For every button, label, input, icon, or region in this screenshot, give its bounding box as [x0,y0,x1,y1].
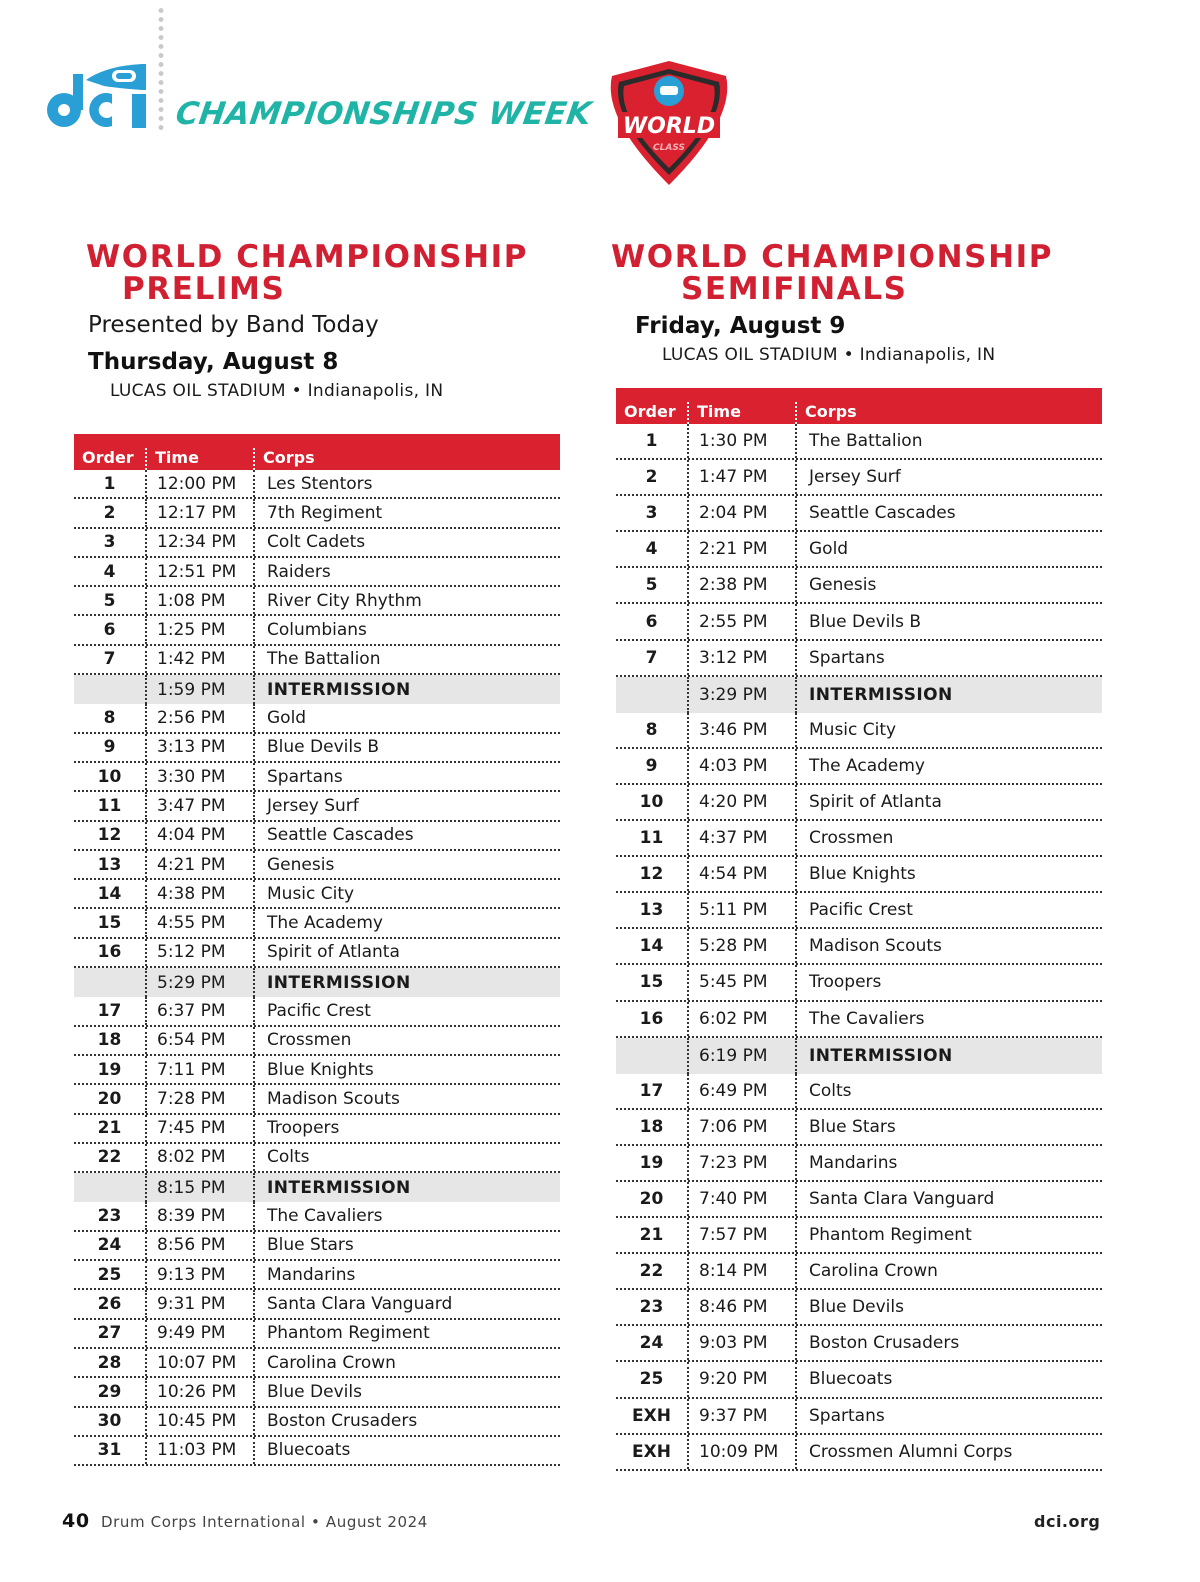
corps-cell: Genesis [809,575,877,596]
table-row [616,1074,1102,1110]
corps-cell: Bluecoats [809,1369,893,1390]
table-row [74,792,560,821]
corps-cell: Gold [267,708,307,729]
table-row [74,1290,560,1319]
table-row [74,997,560,1026]
time-cell: 4:54 PM [689,857,797,891]
table-row [74,529,560,558]
time-cell: 4:04 PM [147,822,255,849]
order-cell: 10 [74,763,147,790]
table-row [74,1261,560,1290]
corps-cell: The Cavaliers [267,1206,383,1227]
header-corps: Corps [805,402,857,421]
time-cell: 8:39 PM [147,1202,255,1229]
time-cell: 9:13 PM [147,1261,255,1288]
table-row [616,929,1102,965]
order-cell: 8 [74,704,147,731]
page-number: 40 [62,1510,90,1532]
order-cell: 21 [74,1115,147,1142]
order-cell: 6 [74,616,147,643]
footer-publication-line [62,1510,428,1532]
order-cell: 31 [74,1437,147,1464]
time-cell: 7:45 PM [147,1115,255,1142]
table-row [74,646,560,675]
dci-logo [46,60,150,134]
order-cell: 25 [616,1362,689,1396]
corps-cell: Les Stentors [267,473,373,494]
table-row [74,734,560,763]
corps-cell: Phantom Regiment [809,1225,972,1246]
prelims-presenter: Presented by Band Today [88,312,379,338]
time-cell: 10:45 PM [147,1408,255,1435]
time-cell: 3:30 PM [147,763,255,790]
corps-cell: INTERMISSION [267,1177,411,1198]
table-row [74,1027,560,1056]
corps-cell: Blue Knights [267,1059,374,1080]
time-cell: 5:45 PM [689,965,797,999]
order-cell: 5 [616,568,689,602]
header-corps: Corps [263,448,315,467]
table-row [616,713,1102,749]
time-cell: 6:19 PM [689,1038,797,1074]
table-row [616,1290,1102,1326]
table-row [616,1002,1102,1038]
corps-cell: INTERMISSION [267,972,411,993]
table-row [616,424,1102,460]
table-row [74,880,560,909]
corps-cell: Jersey Surf [267,795,359,816]
time-cell: 3:29 PM [689,677,797,713]
prelims-date: Thursday, August 8 [88,349,339,375]
time-cell: 8:56 PM [147,1232,255,1259]
corps-cell: River City Rhythm [267,590,422,611]
table-row [616,1399,1102,1435]
time-cell: 5:29 PM [147,968,255,997]
order-cell: 4 [74,558,147,585]
time-cell: 2:56 PM [147,704,255,731]
order-cell: 8 [616,713,689,747]
order-cell: 26 [74,1290,147,1317]
time-cell: 5:12 PM [147,939,255,966]
order-cell: 30 [74,1408,147,1435]
time-cell: 2:38 PM [689,568,797,602]
corps-cell: Santa Clara Vanguard [267,1293,453,1314]
table-row [616,532,1102,568]
time-cell: 10:07 PM [147,1349,255,1376]
time-cell: 1:08 PM [147,587,255,614]
order-cell: 16 [616,1002,689,1036]
table-row [74,616,560,645]
corps-cell: Carolina Crown [267,1352,396,1373]
order-cell [74,675,147,704]
semifinals-date: Friday, August 9 [635,313,846,339]
corps-cell: The Academy [267,913,383,934]
corps-cell: Troopers [809,972,882,993]
corps-cell: The Academy [809,755,925,776]
corps-cell: Crossmen Alumni Corps [809,1441,1013,1462]
table-header [74,434,560,470]
corps-cell: Pacific Crest [809,900,913,921]
corps-cell: Gold [809,539,849,560]
world-class-badge [598,58,740,188]
time-cell: 9:31 PM [147,1290,255,1317]
order-cell: 2 [74,499,147,526]
time-cell: 4:20 PM [689,785,797,819]
order-cell: 15 [616,965,689,999]
table-row [616,460,1102,496]
time-cell: 9:03 PM [689,1326,797,1360]
time-cell: 1:47 PM [689,460,797,494]
badge-main-text: WORLD [622,114,716,139]
order-cell: 15 [74,909,147,936]
corps-cell: Colts [267,1147,310,1168]
table-row [616,496,1102,532]
intermission-row [616,677,1102,713]
table-row [74,1202,560,1231]
corps-cell: Boston Crusaders [809,1333,960,1354]
time-cell: 8:46 PM [689,1290,797,1324]
prelims-schedule-table [74,434,560,1466]
table-row [616,1218,1102,1254]
time-cell: 9:37 PM [689,1399,797,1433]
order-cell: 23 [616,1290,689,1324]
order-cell: 11 [74,792,147,819]
prelims-heading [86,241,528,305]
corps-cell: Boston Crusaders [267,1411,418,1432]
time-cell: 4:21 PM [147,851,255,878]
order-cell: 21 [616,1218,689,1252]
table-row [74,499,560,528]
order-cell: 17 [616,1074,689,1108]
table-row [616,1326,1102,1362]
table-row [616,785,1102,821]
corps-cell: Santa Clara Vanguard [809,1189,995,1210]
table-row [74,909,560,938]
order-cell: 17 [74,997,147,1024]
time-cell: 11:03 PM [147,1437,255,1464]
order-cell [616,1038,689,1074]
table-row [616,1362,1102,1398]
order-cell: EXH [616,1435,689,1469]
order-cell: 1 [616,424,689,458]
intermission-row [74,1173,560,1202]
order-cell: 7 [74,646,147,673]
time-cell: 1:59 PM [147,675,255,704]
corps-cell: Spartans [809,1405,885,1426]
corps-cell: Blue Knights [809,864,916,885]
time-cell: 6:37 PM [147,997,255,1024]
time-cell: 7:11 PM [147,1056,255,1083]
corps-cell: Blue Devils [267,1381,362,1402]
time-cell: 4:55 PM [147,909,255,936]
time-cell: 3:47 PM [147,792,255,819]
order-cell: 23 [74,1202,147,1229]
time-cell: 8:02 PM [147,1144,255,1171]
header-time: Time [689,402,797,424]
corps-cell: Mandarins [809,1152,898,1173]
corps-cell: Madison Scouts [267,1088,400,1109]
corps-cell: Music City [809,719,897,740]
order-cell: 14 [74,880,147,907]
table-row [74,1378,560,1407]
table-row [616,1254,1102,1290]
website-link[interactable]: dci.org [1034,1512,1101,1531]
semifinals-title-line1: WORLD CHAMPIONSHIP [611,239,1054,275]
order-cell: 5 [74,587,147,614]
table-row [616,568,1102,604]
time-cell: 2:21 PM [689,532,797,566]
time-cell: 2:55 PM [689,604,797,638]
semifinals-title-line2: SEMIFINALS [681,271,908,307]
order-cell: 24 [74,1232,147,1259]
table-row [616,821,1102,857]
table-row [74,1320,560,1349]
corps-cell: The Battalion [267,649,381,670]
time-cell: 9:20 PM [689,1362,797,1396]
table-row [74,851,560,880]
corps-cell: Pacific Crest [267,1000,371,1021]
order-cell: 18 [616,1110,689,1144]
table-row [616,641,1102,677]
table-row [616,1146,1102,1182]
prelims-title-line1: WORLD CHAMPIONSHIP [86,239,529,275]
corps-cell: Spirit of Atlanta [267,942,400,963]
order-cell: 20 [616,1182,689,1216]
order-cell: 16 [74,939,147,966]
order-cell: 9 [74,734,147,761]
time-cell: 5:11 PM [689,893,797,927]
corps-cell: Spirit of Atlanta [809,791,942,812]
corps-cell: Columbians [267,620,367,641]
championships-week-label: CHAMPIONSHIPS WEEK [173,96,594,132]
time-cell: 10:09 PM [689,1435,797,1469]
corps-cell: Music City [267,883,355,904]
time-cell: 1:42 PM [147,646,255,673]
intermission-row [74,675,560,704]
order-cell: 22 [616,1254,689,1288]
table-row [74,1437,560,1466]
table-row [616,893,1102,929]
dotted-divider [158,6,164,134]
order-cell: 2 [616,460,689,494]
corps-cell: Blue Devils B [267,737,380,758]
corps-cell: Seattle Cascades [267,825,414,846]
table-row [616,965,1102,1001]
corps-cell: Mandarins [267,1264,356,1285]
time-cell: 7:28 PM [147,1085,255,1112]
order-cell: 12 [74,822,147,849]
corps-cell: Troopers [267,1118,340,1139]
corps-cell: The Battalion [809,431,923,452]
time-cell: 5:28 PM [689,929,797,963]
order-cell: 25 [74,1261,147,1288]
time-cell: 10:26 PM [147,1378,255,1405]
time-cell: 7:57 PM [689,1218,797,1252]
corps-cell: Phantom Regiment [267,1323,430,1344]
order-cell: 19 [616,1146,689,1180]
time-cell: 12:51 PM [147,558,255,585]
table-row [616,1182,1102,1218]
corps-cell: INTERMISSION [267,679,411,700]
semifinals-venue: LUCAS OIL STADIUM [662,345,838,365]
time-cell: 3:46 PM [689,713,797,747]
prelims-venue-line [110,381,443,401]
order-cell: EXH [616,1399,689,1433]
table-row [74,1349,560,1378]
time-cell: 3:13 PM [147,734,255,761]
table-header [616,388,1102,424]
time-cell: 7:40 PM [689,1182,797,1216]
time-cell: 4:38 PM [147,880,255,907]
time-cell: 12:17 PM [147,499,255,526]
corps-cell: Colt Cadets [267,532,366,553]
table-row [74,939,560,968]
semifinals-schedule-table [616,388,1102,1471]
order-cell: 11 [616,821,689,855]
time-cell: 4:03 PM [689,749,797,783]
corps-cell: Raiders [267,561,331,582]
corps-cell: Blue Stars [809,1116,896,1137]
corps-cell: Spartans [267,766,343,787]
time-cell: 7:23 PM [689,1146,797,1180]
time-cell: 12:34 PM [147,529,255,556]
order-cell [616,677,689,713]
corps-cell: 7th Regiment [267,502,383,523]
order-cell: 1 [74,470,147,497]
order-cell: 12 [616,857,689,891]
order-cell: 18 [74,1027,147,1054]
order-cell: 22 [74,1144,147,1171]
corps-cell: Bluecoats [267,1440,351,1461]
corps-cell: Spartans [809,647,885,668]
prelims-venue: LUCAS OIL STADIUM [110,381,286,401]
intermission-row [74,968,560,997]
table-row [74,1056,560,1085]
time-cell: 9:49 PM [147,1320,255,1347]
order-cell: 27 [74,1320,147,1347]
table-row [74,822,560,851]
header-order: Order [74,448,147,470]
order-cell: 3 [74,529,147,556]
corps-cell: Colts [809,1080,852,1101]
order-cell [74,1173,147,1202]
corps-cell: Seattle Cascades [809,503,956,524]
table-row [74,704,560,733]
corps-cell: Blue Devils [809,1297,904,1318]
order-cell: 13 [616,893,689,927]
table-row [74,1144,560,1173]
order-cell [74,968,147,997]
order-cell: 7 [616,641,689,675]
semifinals-location: Indianapolis, IN [859,345,996,365]
corps-cell: Crossmen [267,1030,352,1051]
table-row [616,604,1102,640]
table-row [616,749,1102,785]
time-cell: 4:37 PM [689,821,797,855]
header-order: Order [616,402,689,424]
order-cell: 6 [616,604,689,638]
time-cell: 8:14 PM [689,1254,797,1288]
time-cell: 6:02 PM [689,1002,797,1036]
table-row [74,558,560,587]
time-cell: 6:54 PM [147,1027,255,1054]
publication-info: Drum Corps International • August 2024 [101,1513,428,1531]
order-cell: 13 [74,851,147,878]
order-cell: 3 [616,496,689,530]
table-row [74,1115,560,1144]
table-row [74,587,560,616]
table-row [74,1408,560,1437]
table-row [74,470,560,499]
corps-cell: Jersey Surf [809,467,901,488]
semifinals-venue-line [662,345,995,365]
order-cell: 24 [616,1326,689,1360]
order-cell: 4 [616,532,689,566]
time-cell: 8:15 PM [147,1173,255,1202]
bullet-separator: • [291,381,308,401]
badge-sub-text: CLASS [653,143,685,153]
table-row [74,763,560,792]
order-cell: 29 [74,1378,147,1405]
header-time: Time [147,448,255,470]
time-cell: 1:25 PM [147,616,255,643]
time-cell: 6:49 PM [689,1074,797,1108]
table-row [616,857,1102,893]
order-cell: 10 [616,785,689,819]
corps-cell: Blue Devils B [809,611,922,632]
table-row [74,1085,560,1114]
order-cell: 28 [74,1349,147,1376]
prelims-title-line2: PRELIMS [122,271,286,307]
time-cell: 3:12 PM [689,641,797,675]
time-cell: 2:04 PM [689,496,797,530]
order-cell: 9 [616,749,689,783]
time-cell: 12:00 PM [147,470,255,497]
order-cell: 20 [74,1085,147,1112]
corps-cell: Genesis [267,854,335,875]
corps-cell: The Cavaliers [809,1008,925,1029]
intermission-row [616,1038,1102,1074]
corps-cell: INTERMISSION [809,684,953,705]
table-row [616,1110,1102,1146]
corps-cell: Blue Stars [267,1235,354,1256]
corps-cell: Crossmen [809,828,894,849]
bullet-separator: • [843,345,860,365]
time-cell: 7:06 PM [689,1110,797,1144]
corps-cell: Carolina Crown [809,1261,938,1282]
order-cell: 19 [74,1056,147,1083]
prelims-location: Indianapolis, IN [307,381,444,401]
time-cell: 1:30 PM [689,424,797,458]
table-row [616,1435,1102,1471]
corps-cell: Madison Scouts [809,936,942,957]
corps-cell: INTERMISSION [809,1045,953,1066]
table-row [74,1232,560,1261]
semifinals-heading [611,241,1053,305]
order-cell: 14 [616,929,689,963]
